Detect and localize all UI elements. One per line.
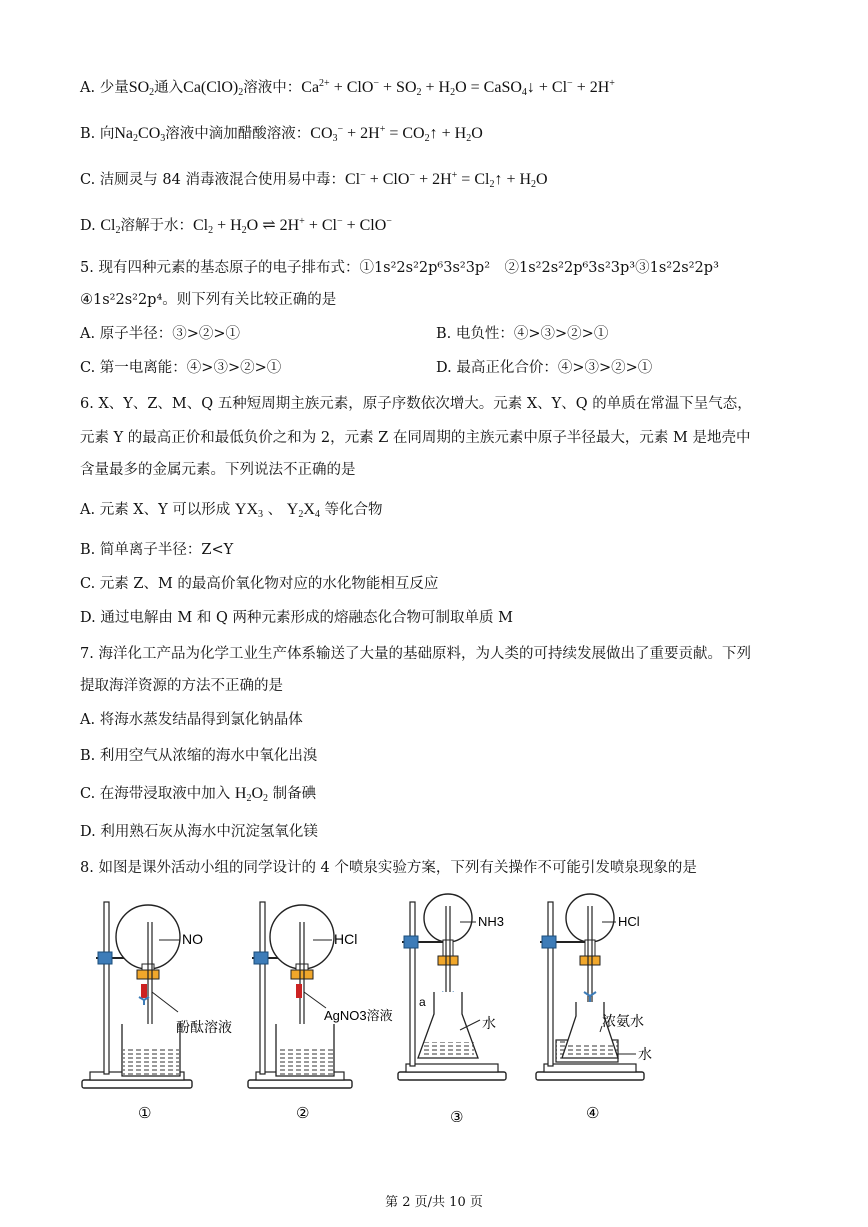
figure-4-liquid-label: 浓氨水 [602,1013,644,1029]
q7-option-a: A. 将海水蒸发结晶得到氯化钠晶体 [80,712,303,728]
figure-3-liquid-label: 水 [482,1015,496,1031]
q5-option-c: C. 第一电离能：④>③>②>① [80,360,282,376]
q6-stem-1: 6. X、Y、Z、M、Q 五种短周期主族元素，原子序数依次增大。元素 X、Y、Q 的单质在常温下呈气态， [80,396,752,412]
q6-stem-2: 元素 Y 的最高正价和最低负价之和为 2，元素 Z 在同周期的主族元素中原子半径最大，元素 M 是地壳中 [80,430,751,446]
q6-option-b: B. 简单离子半径：Z<Y [80,542,234,558]
q5-option-d: D. 最高正化合价：④>③>②>① [436,360,653,376]
q7-stem-2: 提取海洋资源的方法不正确的是 [80,678,283,694]
figure-3-valve-label: a [419,995,426,1009]
q5-stem-2: ④1s²2s²2p⁴。则下列有关比较正确的是 [80,292,337,308]
figure-1-number: ① [138,1105,152,1122]
figure-1-gas-label: NO [182,931,203,947]
q4-option-a: A. 少量$SO_2$通入$Ca(ClO)_2$溶液中：$Ca^{2+} + ClO^- + SO_2 + H_2O$ = CaSO$_4$↓ + Cl− + 2H+ [80,78,615,98]
figure-4-number: ④ [586,1105,600,1122]
figure-4-gas-label: HCl [618,914,640,929]
figure-4-apparatus [536,894,652,1122]
figure-3-gas-label: NH3 [478,914,505,929]
fountain-experiment-figures [0,892,868,1122]
figure-1-apparatus [82,902,232,1122]
q4-option-c: C. 洁厕灵与 84 消毒液混合使用易中毒：$Cl^- + ClO^- + 2H^+ = Cl_2↑ + H_2O$ [80,170,548,190]
figure-3-apparatus [398,894,506,1122]
q8-stem: 8. 如图是课外活动小组的同学设计的 4 个喷泉实验方案，下列有关操作不可能引发喷泉现象的是 [80,860,697,876]
q6-stem-3: 含量最多的金属元素。下列说法不正确的是 [80,462,356,478]
q6-option-c: C. 元素 Z、M 的最高价氧化物对应的水化物能相互反应 [80,576,439,592]
figure-2-gas-label: HCl [334,931,358,947]
q5-option-b: B. 电负性：④>③>②>① [436,326,609,342]
q4-option-d: D. $Cl_2$溶解于水：$Cl_2 + H_2O$ ⇌ 2H+ + Cl− + ClO− [80,216,392,236]
q7-option-b: B. 利用空气从浓缩的海水中氧化出溴 [80,748,318,764]
figure-1-liquid-label: 酚酞溶液 [176,1019,232,1035]
q4-option-b: B. 向$Na_2CO_3$溶液中滴加醋酸溶液：$CO_3^- + 2H^+$ = $CO_2↑ + H_2O$ [80,124,483,144]
figure-2-liquid-label: AgNO3溶液 [324,1008,393,1023]
q6-option-a: A. 元素 X、Y 可以形成 $YX_3$ 、 $Y_2X_4$ 等化合物 [80,501,383,520]
q5-stem: 5. 现有四种元素的基态原子的电子排布式：①1s²2s²2p⁶3s²3p² ②1s²2s²2p⁶3s²3p³③1s²2s²2p³ [80,260,719,276]
figure-2-apparatus [248,902,393,1122]
q5-option-a: A. 原子半径：③>②>① [80,326,240,342]
figure-4-outer-label: 水 [638,1046,652,1062]
page-footer: 第 2 页/共 10 页 [385,1195,483,1210]
q7-option-c: C. 在海带浸取液中加入 $H_2O_2$ 制备碘 [80,785,317,804]
figure-2-number: ② [296,1105,310,1122]
figure-3-number: ③ [450,1109,464,1122]
q6-option-d: D. 通过电解由 M 和 Q 两种元素形成的熔融态化合物可制取单质 M [80,610,513,626]
q7-option-d: D. 利用熟石灰从海水中沉淀氢氧化镁 [80,824,318,840]
q7-stem-1: 7. 海洋化工产品为化学工业生产体系输送了大量的基础原料，为人类的可持续发展做出了重要贡献。下列 [80,646,751,662]
